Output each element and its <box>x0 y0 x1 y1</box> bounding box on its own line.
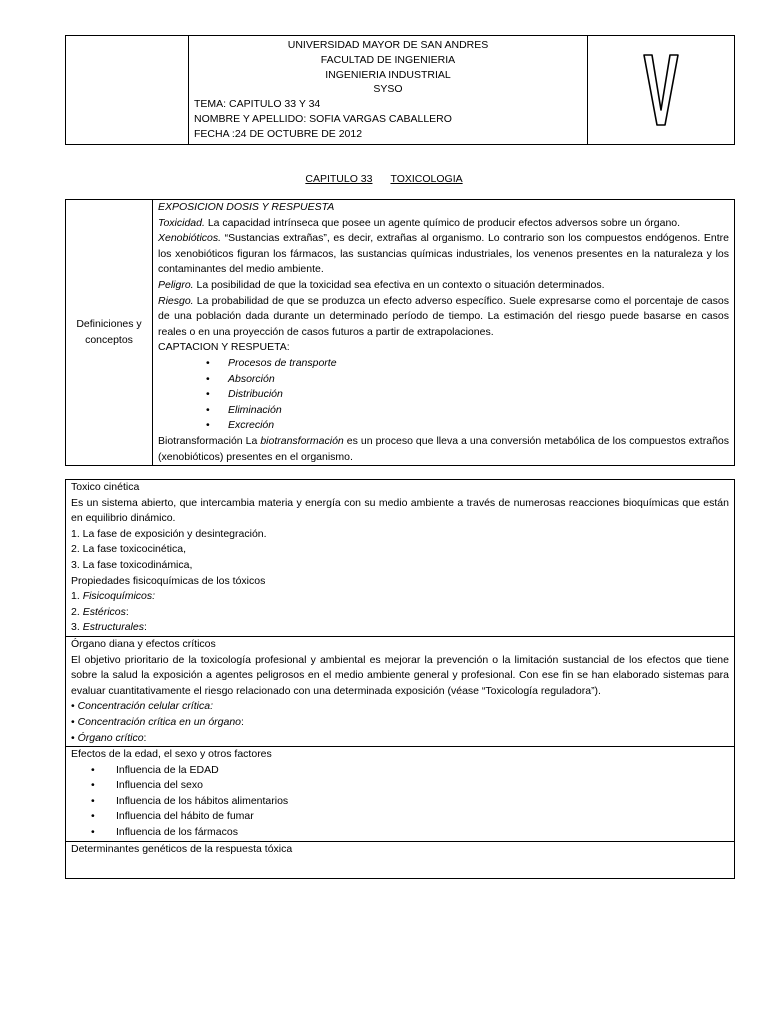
critical-item: • Concentración crítica en un órgano: <box>71 715 244 728</box>
list-item: • Influencia de los fármacos <box>91 825 729 841</box>
tema-line: TEMA: CAPITULO 33 Y 34 <box>194 98 321 111</box>
chapter-subject: TOXICOLOGIA <box>390 173 463 185</box>
captacion-list <box>158 356 729 434</box>
list-item: • Eliminación <box>206 403 729 419</box>
properties-title: Propiedades fisicoquímicas de los tóxicos <box>71 574 266 587</box>
list-item: • Procesos de transporte <box>206 356 729 372</box>
phase-item: 3. La fase toxicodinámica, <box>71 558 193 571</box>
v-letter-logo-icon <box>641 52 681 128</box>
toxicidad-text: La capacidad intrínseca que posee un agente químico de producir efectos adversos sobre un órgano. <box>204 216 681 229</box>
riesgo-term: Riesgo. <box>158 294 194 307</box>
toxicokinetics-title: Toxico cinética <box>71 481 140 493</box>
effects-cell <box>66 747 735 842</box>
property-item: 3. Estructurales: <box>71 621 147 634</box>
definitions-label: Definiciones y conceptos <box>66 200 153 466</box>
genetics-title: Determinantes genéticos de la respuesta tóxica <box>71 842 293 855</box>
university-name: UNIVERSIDAD MAYOR DE SAN ANDRES <box>287 39 489 51</box>
fecha-line: FECHA :24 DE OCTUBRE DE 2012 <box>194 127 363 140</box>
career-name: INGENIERIA INDUSTRIAL <box>325 68 451 81</box>
biotransformacion-lead: Biotransformación La <box>158 434 261 447</box>
header-logo-cell <box>588 36 735 145</box>
target-organ-cell <box>66 636 735 746</box>
list-item: • Influencia de la EDAD <box>91 763 729 779</box>
phase-item: 1. La fase de exposición y desintegración. <box>71 527 267 540</box>
toxicokinetics-cell <box>66 480 735 637</box>
list-item: • Influencia del hábito de fumar <box>91 809 729 825</box>
genetics-cell <box>66 841 735 878</box>
peligro-definition <box>158 278 729 294</box>
xenobioticos-term: Xenobióticos. <box>158 232 222 245</box>
header-table <box>65 35 735 145</box>
nombre-line: NOMBRE Y APELLIDO: SOFIA VARGAS CABALLERO <box>194 112 452 125</box>
effects-list <box>71 763 729 841</box>
list-item: • Influencia de los hábitos alimentarios <box>91 794 729 810</box>
toxicokinetics-intro: Es un sistema abierto, que intercambia materia y energía con su medio ambiente a través de numerosas reacciones bioquímicas que están en equilibrio dinámico. <box>71 496 729 525</box>
xenobioticos-definition <box>158 231 729 278</box>
definitions-table <box>65 199 735 466</box>
chapter-number: CAPITULO 33 <box>305 173 373 185</box>
critical-item: • Concentración celular crítica: <box>71 700 213 713</box>
course-name: SYSO <box>373 83 403 96</box>
property-item: 2. Estéricos: <box>71 605 129 618</box>
biotransformacion-text: es un proceso que lleva a una conversión metabólica de los compuestos extraños (xenobióticos) presentes en el organismo. <box>158 434 729 463</box>
biotransformacion-term: biotransformación <box>260 434 344 447</box>
list-item: • Distribución <box>206 387 729 403</box>
header-empty-cell <box>66 36 189 145</box>
definitions-content <box>153 200 735 466</box>
biotransformacion-definition <box>158 434 729 465</box>
toxicidad-definition <box>158 216 729 232</box>
toxicology-sections-table <box>65 479 735 879</box>
faculty-name: FACULTAD DE INGENIERIA <box>320 53 456 66</box>
phase-item: 2. La fase toxicocinética, <box>71 543 186 556</box>
list-item: • Absorción <box>206 372 729 388</box>
riesgo-definition <box>158 294 729 341</box>
header-info-cell <box>189 36 588 145</box>
section-exposicion-heading: EXPOSICION DOSIS Y RESPUESTA <box>158 201 335 213</box>
critical-item: • Órgano crítico: <box>71 731 147 744</box>
list-item: • Excreción <box>206 418 729 434</box>
target-organ-text: El objetivo prioritario de la toxicología profesional y ambiental es mejorar la prevención o la limitación sustancial de los efectos que tiene sobre la salud la exposición a agentes peligrosos en el medio ambiente general y profesional. Con ese fin se han elaborado sistemas para evaluar cuantitativamente el riesgo relacionado con una determinada exposición (véase “Toxicología reguladora”). <box>71 653 729 697</box>
chapter-title <box>0 173 768 185</box>
property-item: 1. Fisicoquímicos: <box>71 590 156 603</box>
peligro-term: Peligro. <box>158 278 194 291</box>
toxicidad-term: Toxicidad. <box>158 216 205 229</box>
section-captacion-heading: CAPTACION Y RESPUETA: <box>158 341 290 354</box>
peligro-text: La posibilidad de que la toxicidad sea efectiva en un contexto o situación determinados. <box>193 278 605 291</box>
xenobioticos-text: “Sustancias extrañas”, es decir, extrañas al organismo. Lo contrario son los compuestos endógenos. Entre los xenobióticos figuran los fármacos, las sustancias químicas industriales, los venenos presentes en la naturaleza y los contaminantes del medio ambiente. <box>158 232 729 276</box>
riesgo-text: La probabilidad de que se produzca un efecto adverso específico. Suele expresarse como el porcentaje de casos de una población dada durante un determinado período de tiempo. La estimación del riesgo puede basarse en casos reales o en una proyección de casos futuros a partir de extrapolaciones. <box>158 294 729 338</box>
target-organ-title: Órgano diana y efectos críticos <box>71 637 216 650</box>
effects-title: Efectos de la edad, el sexo y otros factores <box>71 748 272 761</box>
list-item: • Influencia del sexo <box>91 778 729 794</box>
